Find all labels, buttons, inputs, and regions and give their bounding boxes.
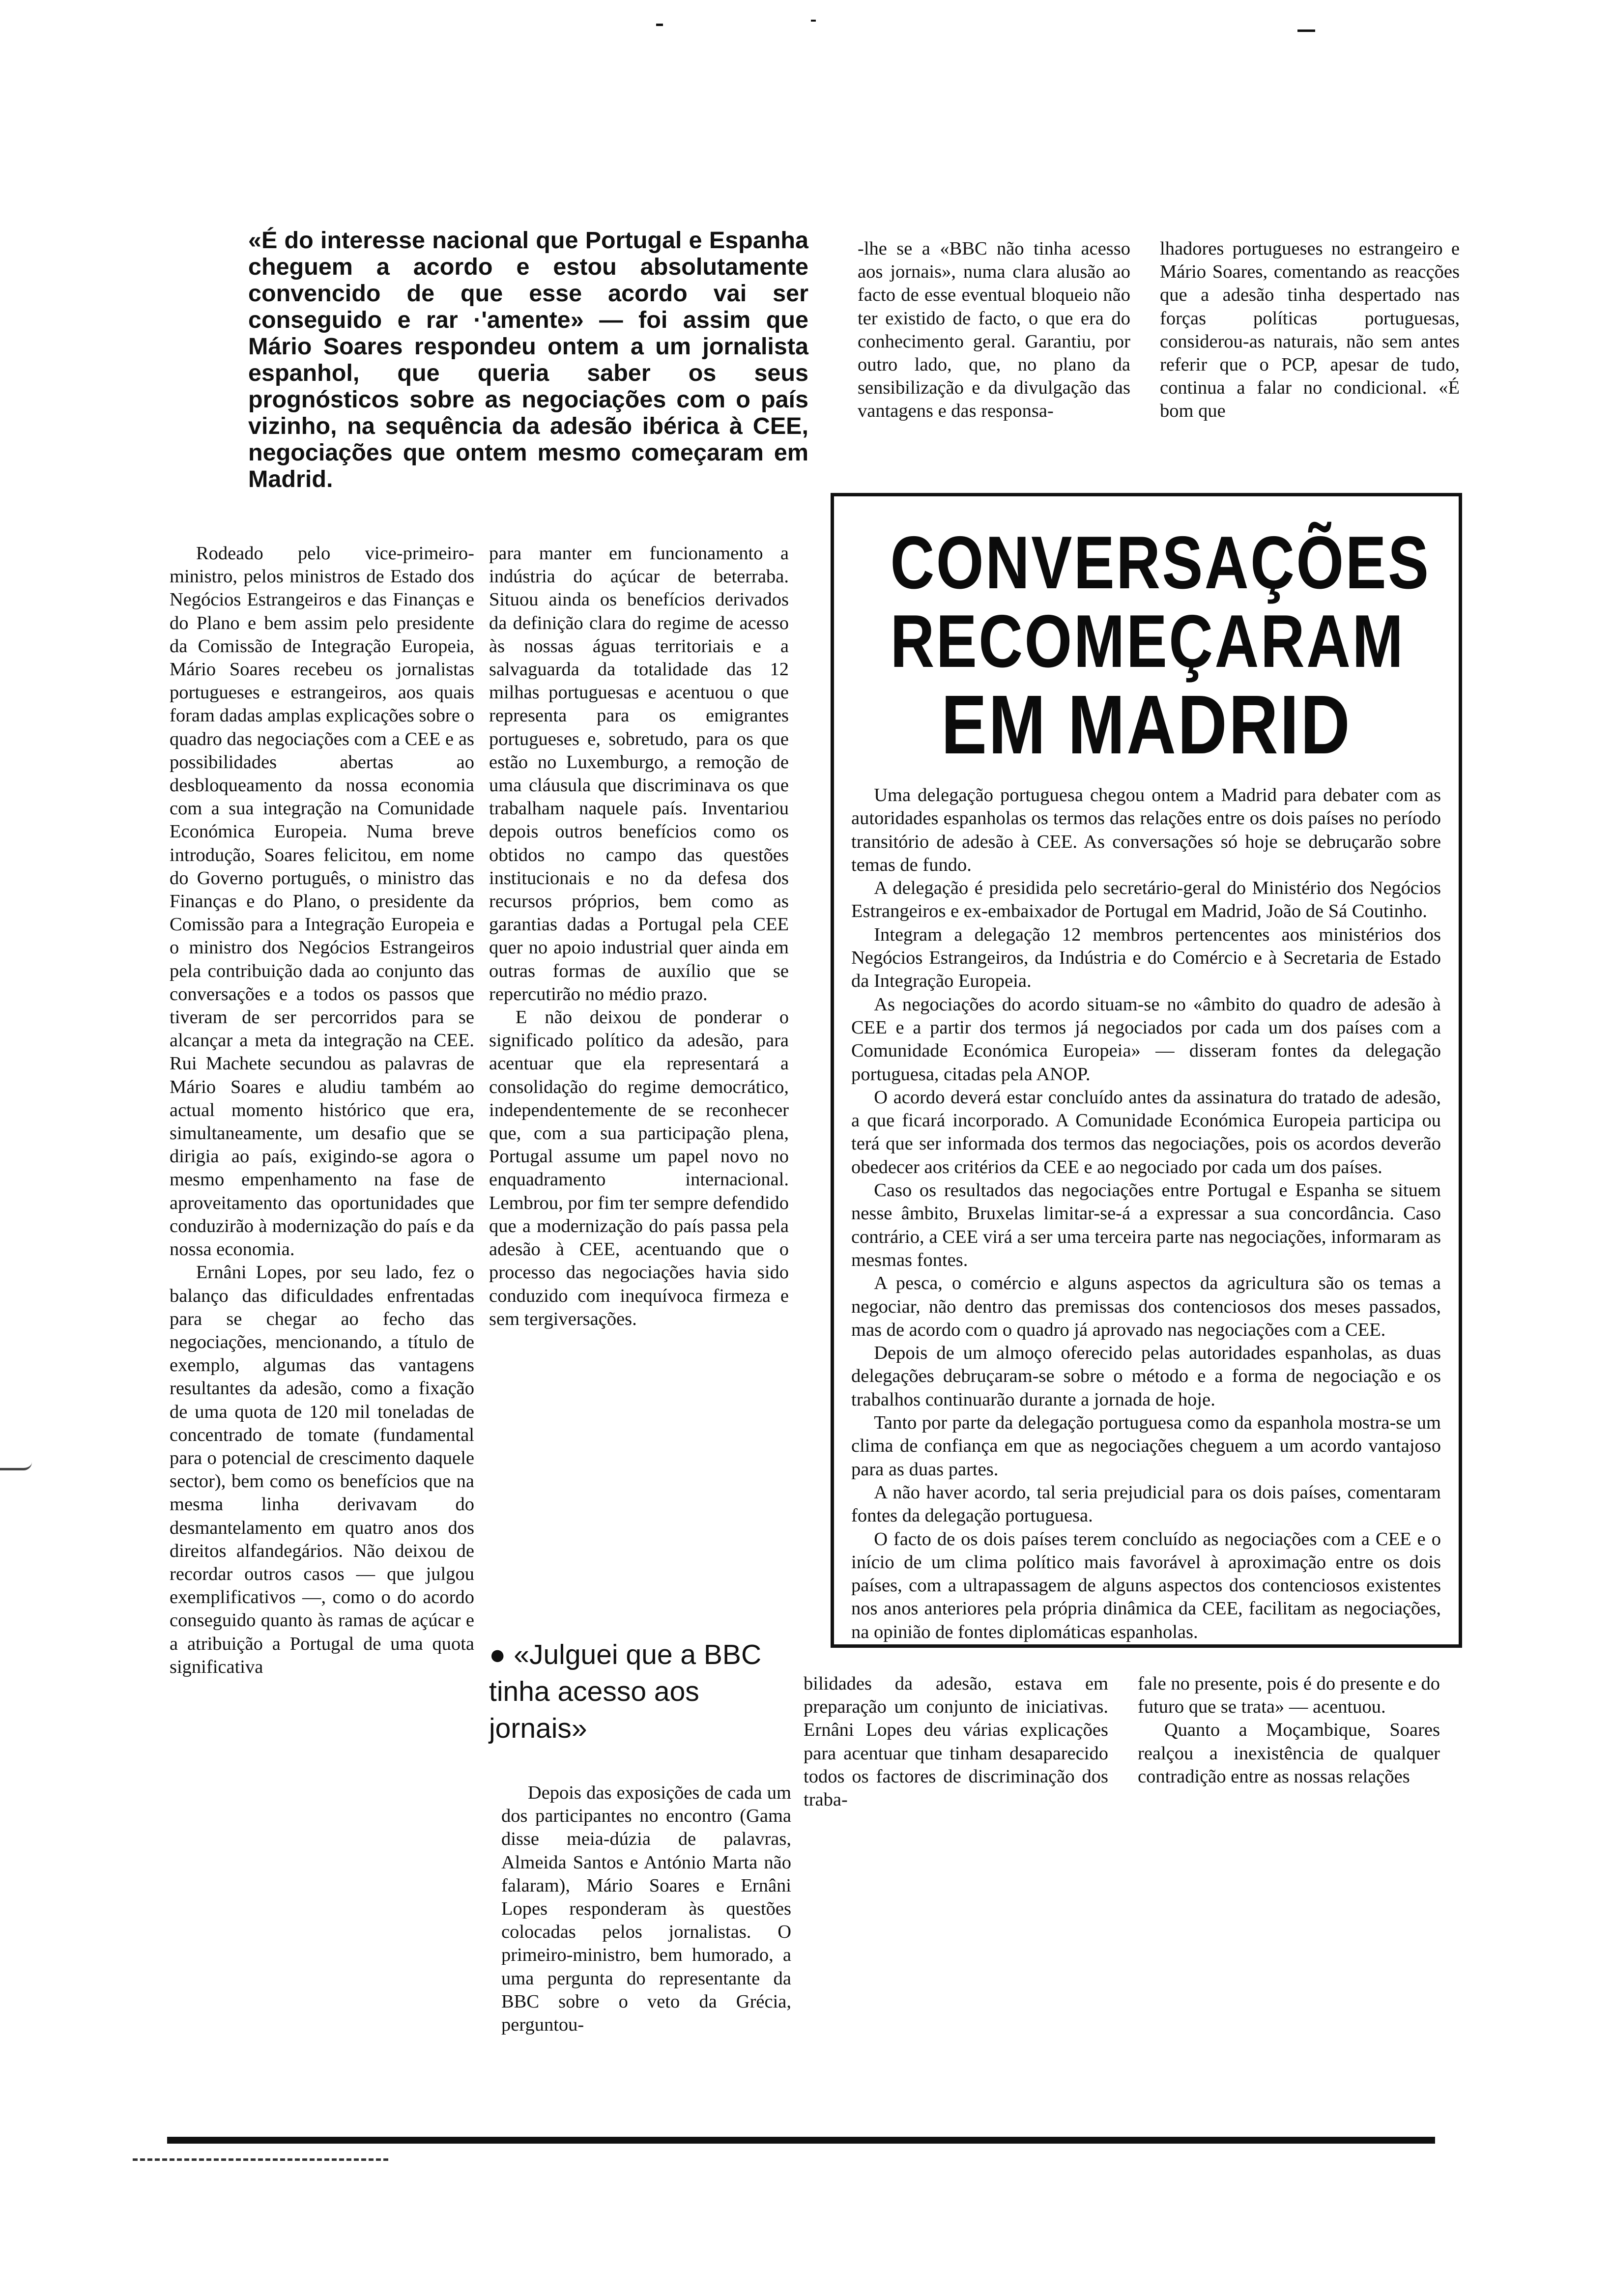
box-headline-line: CONVERSAÇÕES — [890, 521, 1431, 604]
box-paragraph: O acordo deverá estar concluído antes da assinatura do tratado de adesão, a que ficará incorporado. A Comunidade Económica Europeia participa ou terá que ser informada dos termos das negociações, pois os acordos deverão obedecer aos critérios da CEE e ao negociado por cada um dos países. — [851, 1087, 1441, 1177]
article-column-4-top: lhadores portugueses no estrangeiro e Mário Soares, comentando as reacções que a adesão tinha despertado nas forças políticas portuguesas, considerou-as naturais, não sem antes referir que o PCP, apesar de tudo, continua a falar no condicional. «É bom que — [1160, 238, 1460, 422]
box-paragraph: A pesca, o comércio e alguns aspectos da agricultura são os temas a negociar, não dentro das premissas dos contenciosos dos meses passados, mas de acordo com o quadro já aprovado nas negociações com a CEE. — [851, 1273, 1441, 1340]
column-paragraph: para manter em funcionamento a indústria do açúcar de beterraba. Situou ainda os benefícios derivados da definição clara do regime de acesso às nossas águas territoriais e a salvaguarda da totalidade das 12 milhas portuguesas e acentuou o que representa para os emigrantes portugueses e, sobretudo, para os que estão no Luxemburgo, a remoção de uma cláusula que discriminava os que trabalham naquele país. Inventariou depois outros benefícios como os obtidos no campo das questões institucionais e no da defesa dos recursos próprios, bem como as garantias dadas a Portugal pela CEE quer no apoio industrial quer ainda em outras formas de auxílio que se repercutirão no médio prazo. — [489, 543, 789, 1004]
article-lead: «É do interesse nacional que Portugal e Espanha cheguem a acordo e estou absolutamente convencido de que esse acordo vai ser conseguido e rar ·'amente» — foi assim que Mário Soares respondeu ontem a um jornalista espanhol, que queria saber os seus prognósticos sobre as negociações com o país vizinho, na sequência da adesão ibérica à CEE, negociações que ontem mesmo começaram em Madrid. — [248, 227, 808, 492]
box-paragraph: Uma delegação portuguesa chegou ontem a Madrid para debater com as autoridades espanholas os termos das relações entre os dois países no período transitório de adesão à CEE. As conversações só hoje se debruçarão sobre temas de fundo. — [851, 785, 1441, 875]
dashed-footer-rule — [133, 2158, 388, 2161]
article-column-2 — [489, 542, 789, 1331]
article-column-4-bottom — [1138, 1672, 1440, 1788]
column-paragraph: Ernâni Lopes, por seu lado, fez o balanço das dificuldades enfrentadas para se chegar ao fecho das negociações, mencionando, a título de exemplo, algumas das vantagens resultantes da adesão, como a fixação de uma quota de 120 mil toneladas de concentrado de tomate (fundamental para o potencial de crescimento daquele sector), bem como os benefícios que na mesma linha derivavam do desmantelamento em quatro anos dos direitos alfandegários. Não deixou de recordar outros casos — que julgou exemplificativos —, como o do acordo conseguido quanto às ramas de açúcar e a atribuição a Portugal de uma quota significativa — [170, 1262, 474, 1677]
box-headline-line: EM MADRID — [941, 678, 1352, 772]
box-paragraph: A não haver acordo, tal seria prejudicial para os dois países, comentaram fontes da delegação portuguesa. — [851, 1482, 1441, 1526]
column-paragraph: Depois das exposições de cada um dos participantes no encontro (Gama disse meia-dúzia de palavras, Almeida Santos e António Marta não falaram), Mário Soares e Ernâni Lopes responderam às questões colocadas pelos jornalistas. O primeiro-ministro, bem humorado, a uma pergunta do representante da BBC sobre o veto da Grécia, perguntou- — [501, 1782, 791, 2036]
box-body — [851, 784, 1441, 1644]
scan-edge-mark — [0, 1462, 32, 1470]
box-paragraph: A delegação é presidida pelo secretário-geral do Ministério dos Negócios Estrangeiros e ex-embaixador de Portugal em Madrid, João de Sá Coutinho. — [851, 878, 1441, 922]
box-paragraph: As negociações do acordo situam-se no «âmbito do quadro de adesão à CEE e a partir dos termos já negociados por cada um dos países com a Comunidade Económica Europeia» — disseram fontes da delegação portuguesa, citadas pela ANOP. — [851, 994, 1441, 1085]
box-paragraph: Caso os resultados das negociações entre Portugal e Espanha se situem nesse âmbito, Bruxelas limitar-se-á a expressar a sua concordância. Caso contrário, a CEE virá a ser uma terceira parte nas negociações, informaram as mesmas fontes. — [851, 1180, 1441, 1270]
box-headline-line: RECOMEÇARAM — [890, 600, 1405, 683]
box-paragraph: Depois de um almoço oferecido pelas autoridades espanholas, as duas delegações debruçaram-se sobre o método e a forma de negociação e os trabalhos continuarão durante a jornada de hoje. — [851, 1343, 1441, 1410]
column-paragraph: Quanto a Moçambique, Soares realçou a inexistência de qualquer contradição entre as nossas relações — [1138, 1720, 1440, 1787]
bottom-rule — [167, 2137, 1435, 2144]
box-headline — [890, 521, 1431, 772]
box-paragraph: Integram a delegação 12 membros pertencentes aos ministérios dos Negócios Estrangeiros, da Indústria e do Comércio e à Secretaria de Estado da Integração Europeia. — [851, 924, 1441, 992]
scan-mark — [811, 20, 816, 22]
article-column-2-continued — [501, 1781, 791, 2037]
column-paragraph: Rodeado pelo vice-primeiro-ministro, pelos ministros de Estado dos Negócios Estrangeiros e das Finanças e do Plano e bem assim pelo presidente da Comissão de Integração Europeia, Mário Soares recebeu os jornalistas portugueses e estrangeiros, aos quais foram dadas amplas explicações sobre o quadro das negociações com a CEE e as possibilidades abertas ao desbloqueamento da nossa economia com a sua integração na Comunidade Económica Europeia. Numa breve introdução, Soares felicitou, em nome do Governo português, o ministro das Finanças e do Plano, o presidente da Comissão para a Integração Europeia e o ministro dos Negócios Estrangeiros pela contribuição dada ao conjunto das conversações e a todos os passos que tiveram de ser percorridos para se alcançar a meta da integração na CEE. Rui Machete secundou as palavras de Mário Soares e aludiu também ao actual momento histórico que era, simultaneamente, um desafio que se dirigia ao país, exigindo-se agora o mesmo empenhamento na fase de aproveitamento das oportunidades que conduzirão à modernização do país e da nossa economia. — [170, 543, 474, 1260]
box-paragraph: O facto de os dois países terem concluído as negociações com a CEE e o início de um clima político mais favorável à aproximação entre os dois países, com a ultrapassagem de alguns aspectos dos contenciosos existentes nos anos anteriores pela própria dinâmica da CEE, facilitam as negociações, na opinião de fontes diplomáticas espanholas. — [851, 1528, 1441, 1642]
box-paragraph: Tanto por parte da delegação portuguesa como da espanhola mostra-se um clima de confiança em que as negociações cheguem a um acordo vantajoso para as duas partes. — [851, 1412, 1441, 1480]
sidebar-box — [831, 493, 1462, 1648]
scan-mark — [1297, 29, 1315, 32]
article-column-1 — [170, 542, 474, 1679]
article-column-3-bottom: bilidades da adesão, estava em preparação um conjunto de iniciativas. Ernâni Lopes deu várias explicações para acentuar que tinham desaparecido todos os factores de discriminação dos traba- — [804, 1673, 1108, 1810]
article-column-3-top: -lhe se a «BBC não tinha acesso aos jornais», numa clara alusão ao facto de esse eventual bloqueio não ter existido de facto, o que era do conhecimento geral. Garantiu, por outro lado, que, no plano da sensibilização e da divulgação das vantagens e das responsa- — [858, 238, 1130, 422]
column-paragraph: fale no presente, pois é do presente e do futuro que se trata» — acentuou. — [1138, 1673, 1440, 1718]
pull-quote: ● «Julguei que a BBC tinha acesso aos jornais» — [489, 1639, 762, 1744]
column-paragraph: E não deixou de ponderar o significado político da adesão, para acentuar que ela representará a consolidação do regime democrático, independentemente de se reconhecer que, com a sua participação plena, Portugal assume um papel novo no enquadramento internacional. Lembrou, por fim ter sempre defendido que a modernização do país passa pela adesão à CEE, acentuando que o processo das negociações havia sido conduzido com inequívoca firmeza e sem tergiversações. — [489, 1007, 789, 1329]
scan-mark — [656, 24, 663, 26]
